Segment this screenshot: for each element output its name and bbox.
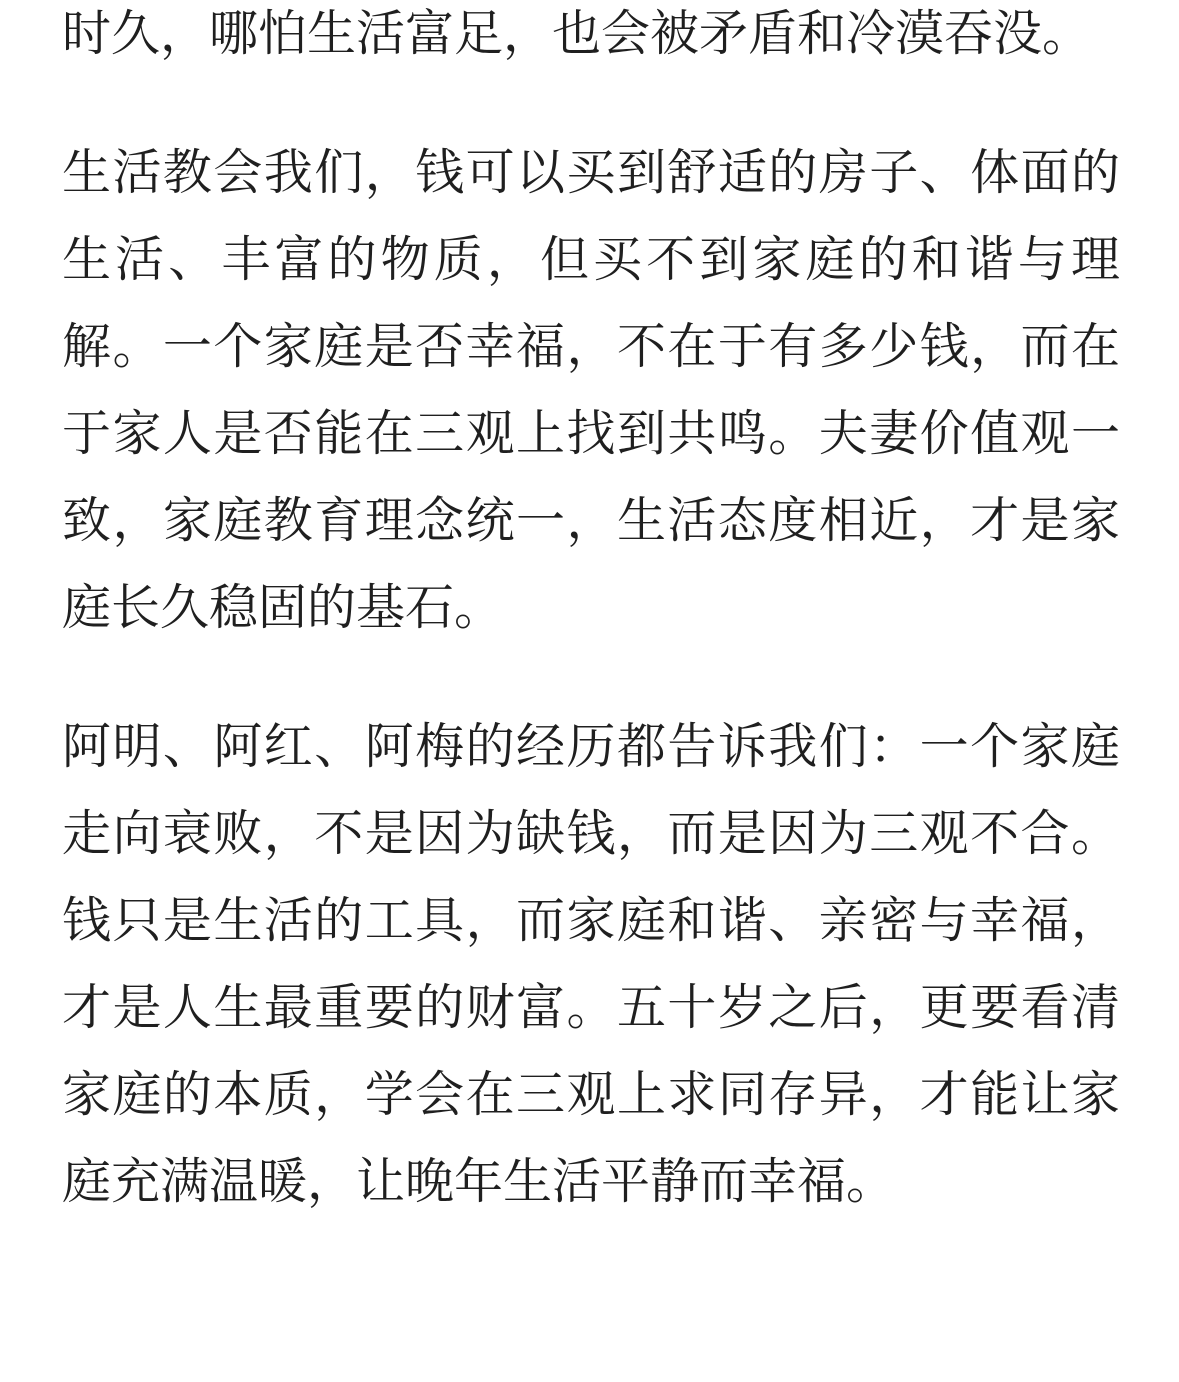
- article-body: [62, 0, 1120, 1277]
- paragraph-conclusion: 阿明、阿红、阿梅的经历都告诉我们：一个家庭走向衰败，不是因为缺钱，而是因为三观不合。钱只是生活的工具，而家庭和谐、亲密与幸福，才是人生最重要的财富。五十岁之后，更要看清家庭的本质，学会在三观上求同存异，才能让家庭充满温暖，让晚年生活平静而幸福。: [62, 718, 1120, 1210]
- paragraph-intro-tail: 时久，哪怕生活富足，也会被矛盾和冷漠吞没。: [62, 5, 1092, 62]
- paragraph-money-and-harmony: 生活教会我们，钱可以买到舒适的房子、体面的生活、丰富的物质，但买不到家庭的和谐与理解。一个家庭是否幸福，不在于有多少钱，而在于家人是否能在三观上找到共鸣。夫妻价值观一致，家庭教育理念统一，生活态度相近，才是家庭长久稳固的基石。: [62, 144, 1120, 636]
